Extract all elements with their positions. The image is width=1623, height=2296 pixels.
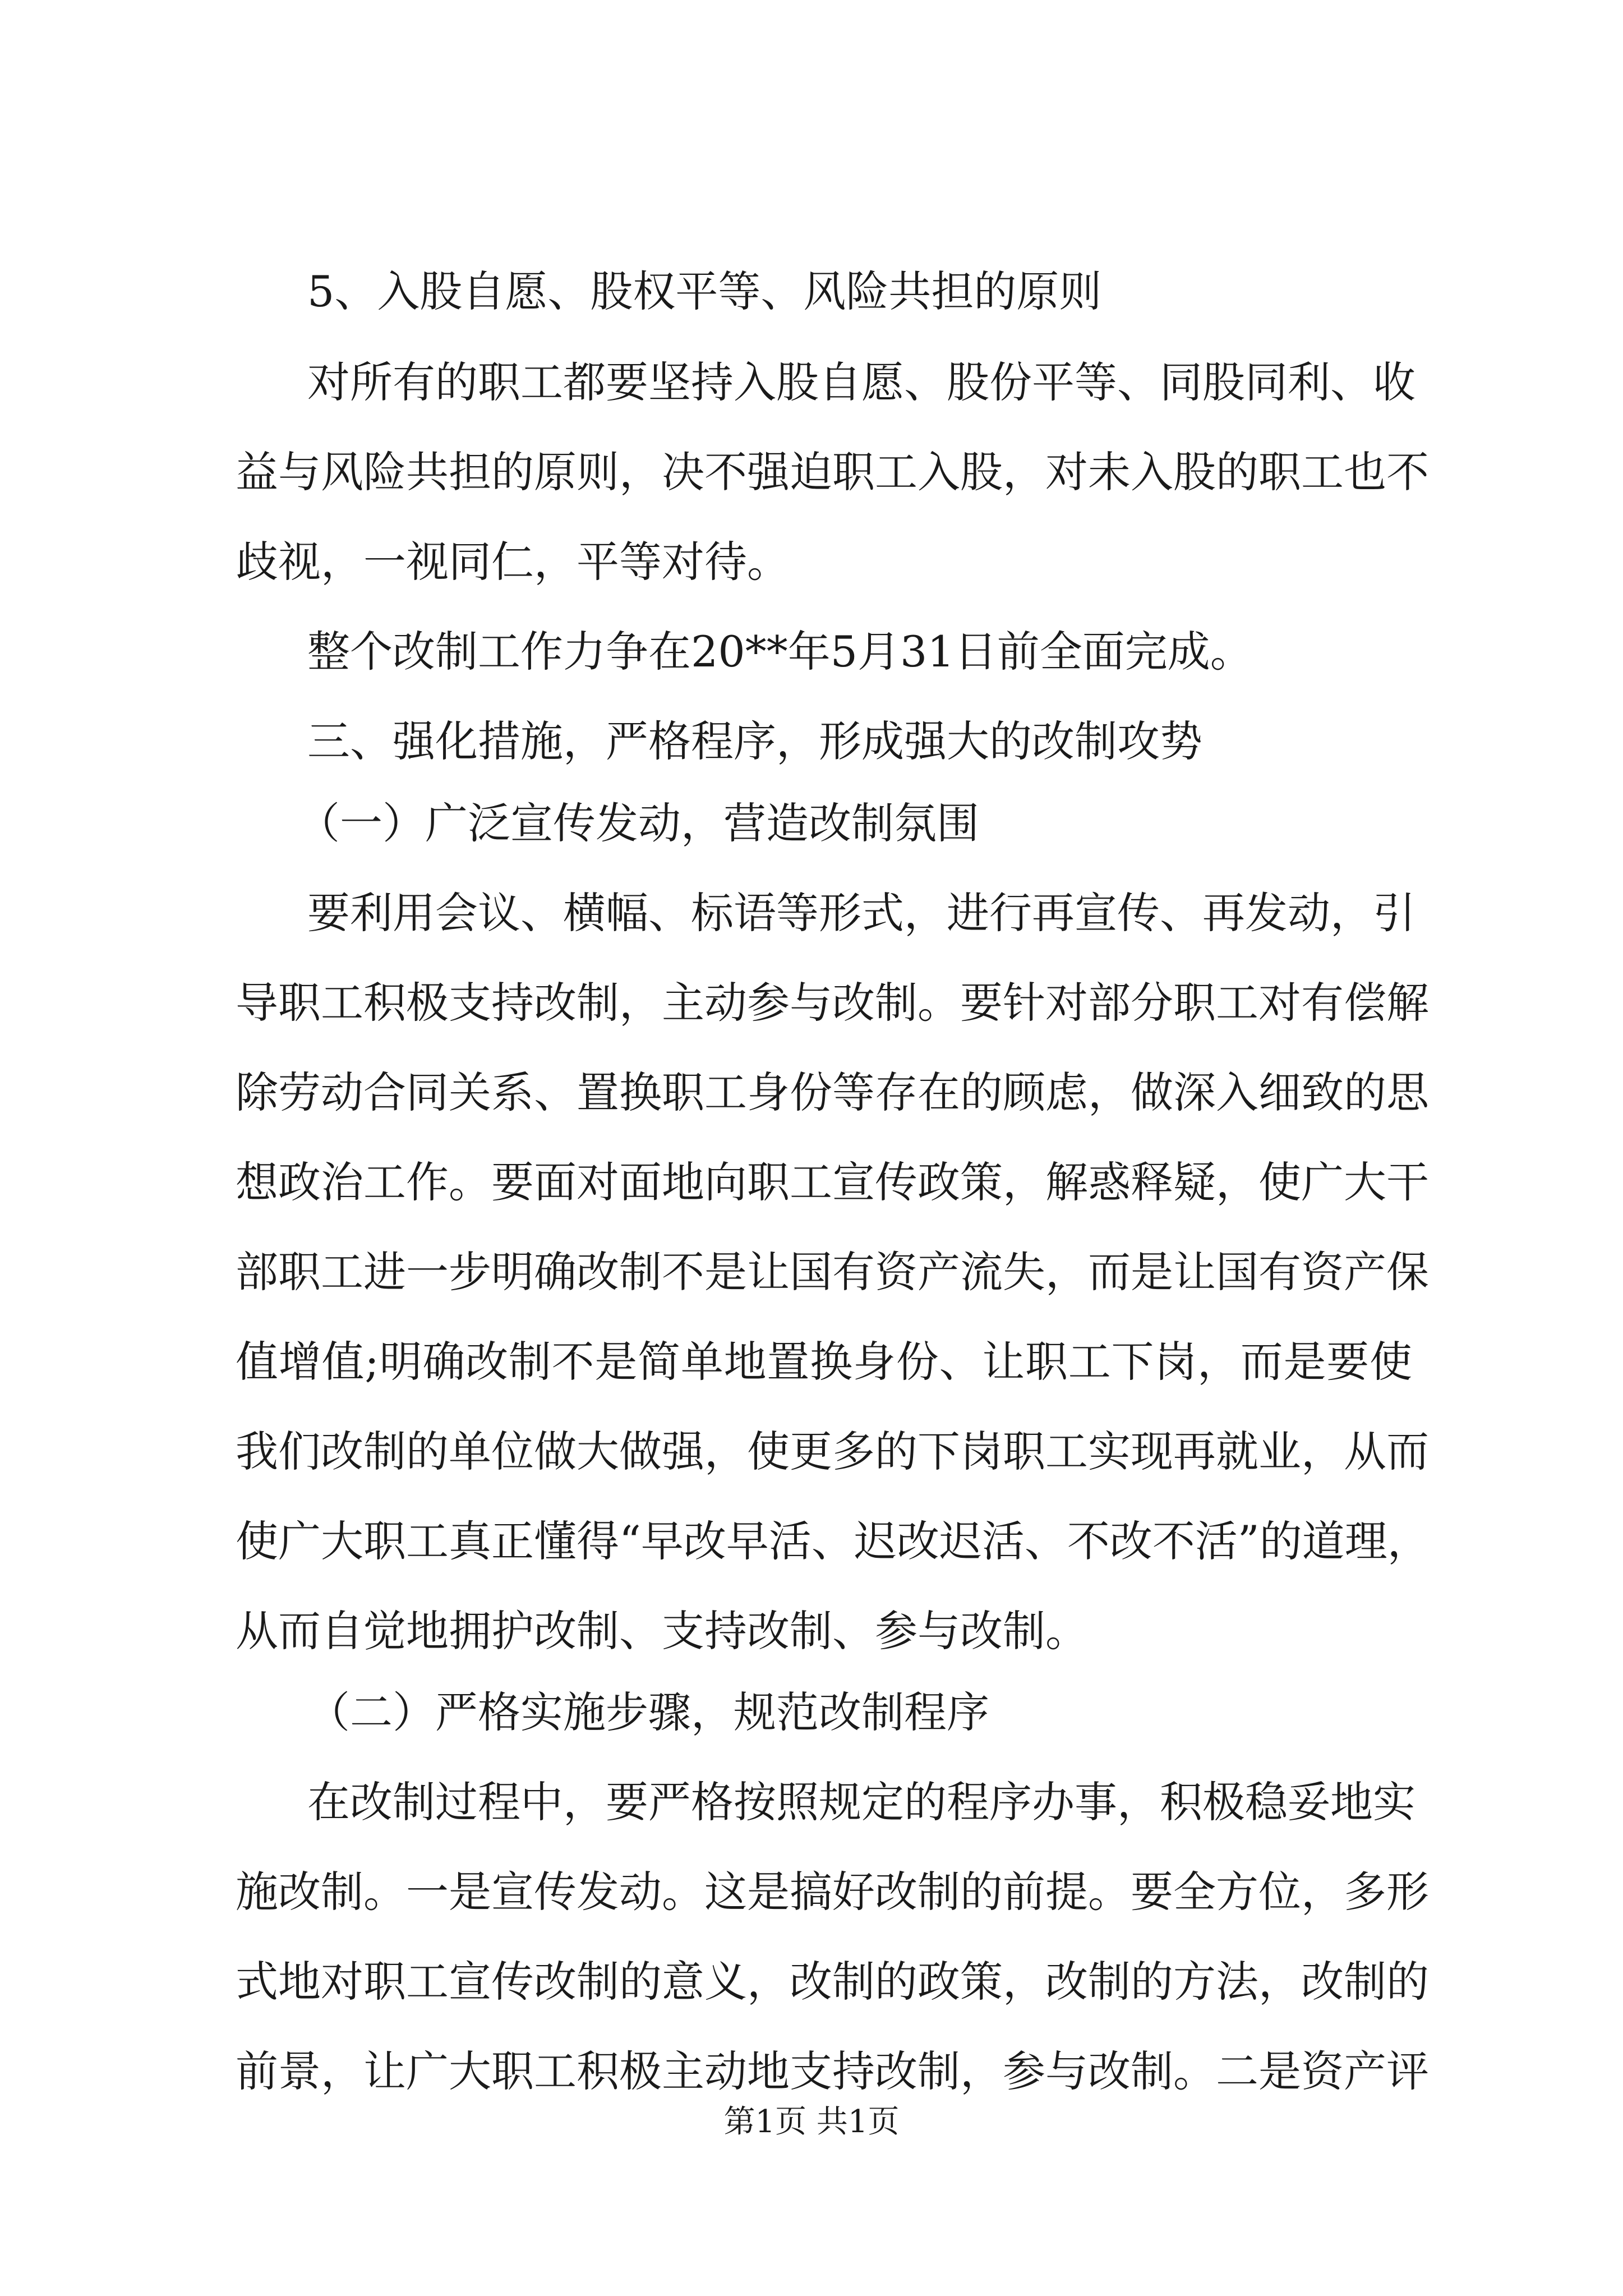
paragraph-line: 我们改制的单位做大做强，使更多的下岗职工实现再就业，从而 (236, 1427, 1429, 1476)
page-footer: 第1页 共1页 (723, 2104, 900, 2140)
paragraph-line: 歧视，一视同仁，平等对待。 (236, 537, 790, 587)
section-heading-3: 三、强化措施，严格程序，形成强大的改制攻势 (307, 716, 1202, 766)
paragraph-line: 施改制。一是宣传发动。这是搞好改制的前提。要全方位，多形 (236, 1867, 1429, 1917)
paragraph-line: 整个改制工作力争在20**年5月31日前全面完成。 (307, 627, 1253, 677)
paragraph-line: 式地对职工宣传改制的意义，改制的政策，改制的方法，改制的 (236, 1957, 1429, 2007)
paragraph-line: 在改制过程中，要严格按照规定的程序办事，积极稳妥地实 (307, 1777, 1415, 1827)
subsection-heading-2: （二）严格实施步骤，规范改制程序 (307, 1687, 989, 1737)
paragraph-line: 从而自觉地拥护改制、支持改制、参与改制。 (236, 1606, 1088, 1656)
paragraph-line: 想政治工作。要面对面地向职工宣传政策，解惑释疑，使广大干 (236, 1157, 1429, 1207)
paragraph-line: 对所有的职工都要坚持入股自愿、股份平等、同股同利、收 (307, 357, 1415, 407)
paragraph-line: 部职工进一步明确改制不是让国有资产流失，而是让国有资产保 (236, 1247, 1429, 1297)
paragraph-line: 除劳动合同关系、置换职工身份等存在的顾虑，做深入细致的思 (236, 1068, 1429, 1117)
section-heading-5: 5、入股自愿、股权平等、风险共担的原则 (307, 266, 1102, 316)
paragraph-line: 值增值;明确改制不是简单地置换身份、让职工下岗，而是要使 (236, 1337, 1412, 1387)
paragraph-line: 导职工积极支持改制，主动参与改制。要针对部分职工对有偿解 (236, 978, 1429, 1028)
subsection-heading-1: （一）广泛宣传发动，营造改制氛围 (297, 798, 979, 848)
paragraph-line: 前景，让广大职工积极主动地支持改制，参与改制。二是资产评 (236, 2046, 1429, 2096)
paragraph-line: 益与风险共担的原则，决不强迫职工入股，对未入股的职工也不 (236, 447, 1429, 497)
paragraph-line: 使广大职工真正懂得“早改早活、迟改迟活、不改不活”的道理， (236, 1516, 1430, 1566)
paragraph-line: 要利用会议、横幅、标语等形式，进行再宣传、再发动，引 (307, 888, 1415, 938)
